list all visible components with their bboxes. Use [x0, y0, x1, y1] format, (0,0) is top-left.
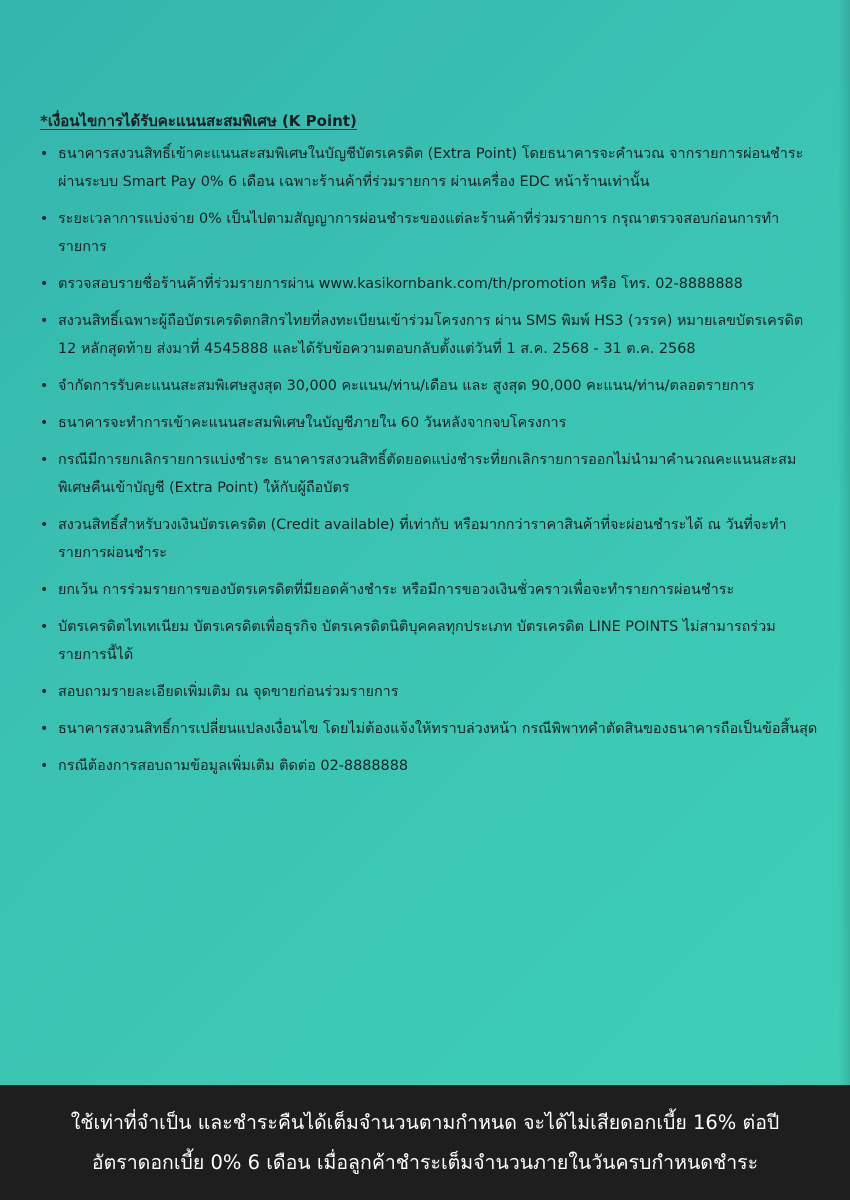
term-text: สงวนสิทธิ์สำหรับวงเงินบัตรเครดิต (Credit available) ที่เท่ากับ หรือมากกว่าราคาสินค้าที่จะผ่อนชำระได้ ณ วันที่จะทำรายการผ่อนชำระ: [58, 517, 787, 561]
term-item: [40, 752, 820, 780]
page-edge-shadow: [838, 0, 850, 1085]
bullet-icon: •: [40, 758, 49, 774]
term-text: ธนาคารสงวนสิทธิ์การเปลี่ยนแปลงเงื่อนไข โดยไม่ต้องแจ้งให้ทราบล่วงหน้า กรณีพิพาทคำตัดสินของธนาคารถือเป็นข้อสิ้นสุด: [58, 721, 818, 737]
term-text: ระยะเวลาการแบ่งจ่าย 0% เป็นไปตามสัญญาการผ่อนชำระของแต่ละร้านค้าที่ร่วมรายการ กรุณาตรวจสอบก่อนการทำรายการ: [58, 211, 780, 255]
term-item: [40, 576, 820, 604]
term-item: [40, 613, 820, 669]
term-text: ยกเว้น การร่วมรายการของบัตรเครดิตที่มียอดค้างชำระ หรือมีการขอวงเงินชั่วคราวเพื่อจะทำรายการผ่อนชำระ: [58, 582, 735, 598]
term-text: ธนาคารสงวนสิทธิ์เข้าคะแนนสะสมพิเศษในบัญชีบัตรเครดิต (Extra Point) โดยธนาคารจะคำนวณ จากรายการผ่อนชำระผ่านระบบ Smart Pay 0% 6 เดือน เฉพาะร้านค้าที่ร่วมรายการ ผ่านเครื่อง EDC หน้าร้านเท่านั้น: [58, 146, 804, 190]
bullet-icon: •: [40, 313, 49, 329]
term-item: [40, 140, 820, 196]
bullet-icon: •: [40, 415, 49, 431]
term-item: [40, 205, 820, 261]
term-text: กรณีต้องการสอบถามข้อมูลเพิ่มเติม ติดต่อ 02-8888888: [58, 758, 409, 774]
term-text: กรณีมีการยกเลิกรายการแบ่งชำระ ธนาคารสงวนสิทธิ์ตัดยอดแบ่งชำระที่ยกเลิกรายการออกไม่นำมาคำนวณคะแนนสะสมพิเศษคืนเข้าบัญชี (Extra Point) ให้กับผู้ถือบัตร: [58, 452, 797, 496]
term-item: [40, 372, 820, 400]
bullet-icon: •: [40, 276, 49, 292]
term-text: สอบถามรายละเอียดเพิ่มเติม ณ จุดขายก่อนร่วมรายการ: [58, 684, 399, 700]
term-item: [40, 270, 820, 298]
bullet-icon: •: [40, 721, 49, 737]
bullet-icon: •: [40, 684, 49, 700]
terms-heading: *เงื่อนไขการได้รับคะแนนสะสมพิเศษ (K Point): [40, 112, 357, 130]
bullet-icon: •: [40, 619, 49, 635]
term-text: สงวนสิทธิ์เฉพาะผู้ถือบัตรเครดิตกสิกรไทยที่ลงทะเบียนเข้าร่วมโครงการ ผ่าน SMS พิมพ์ HS3 (วรรค) หมายเลขบัตรเครดิต 12 หลักสุดท้าย ส่งมาที่ 4545888 และได้รับข้อความตอบกลับตั้งแต่วันที่ 1 ส.ค. 2568 - 31 ต.ค. 2568: [58, 313, 804, 357]
bullet-icon: •: [40, 582, 49, 598]
term-text: ตรวจสอบรายชื่อร้านค้าที่ร่วมรายการผ่าน www.kasikornbank.com/th/promotion หรือ โทร. 02-8888888: [58, 276, 743, 292]
term-item: [40, 511, 820, 567]
footer-interest-line: อัตราดอกเบี้ย 0% 6 เดือน เมื่อลูกค้าชำระเต็มจำนวนภายในวันครบกำหนดชำระ: [91, 1151, 759, 1174]
footer-banner: [0, 1085, 850, 1200]
term-text: บัตรเครดิตไทเทเนียม บัตรเครดิตเพื่อธุรกิจ บัตรเครดิตนิติบุคคลทุกประเภท บัตรเครดิต LINE POINTS ไม่สามารถร่วมรายการนี้ได้: [58, 619, 776, 663]
bullet-icon: •: [40, 517, 49, 533]
term-text: ธนาคารจะทำการเข้าคะแนนสะสมพิเศษในบัญชีภายใน 60 วันหลังจากจบโครงการ: [58, 415, 567, 431]
bullet-icon: •: [40, 211, 49, 227]
term-text: จำกัดการรับคะแนนสะสมพิเศษสูงสุด 30,000 คะแนน/ท่าน/เดือน และ สูงสุด 90,000 คะแนน/ท่าน/ตลอดรายการ: [58, 378, 755, 394]
term-item: [40, 446, 820, 502]
term-item: [40, 409, 820, 437]
bullet-icon: •: [40, 146, 49, 162]
term-item: [40, 715, 820, 743]
bullet-icon: •: [40, 452, 49, 468]
bullet-icon: •: [40, 378, 49, 394]
term-item: [40, 307, 820, 363]
terms-section: [40, 108, 820, 789]
terms-list: [40, 140, 820, 780]
footer-warning-line: ใช้เท่าที่จำเป็น และชำระคืนได้เต็มจำนวนตามกำหนด จะได้ไม่เสียดอกเบี้ย 16% ต่อปี: [70, 1111, 780, 1134]
term-item: [40, 678, 820, 706]
